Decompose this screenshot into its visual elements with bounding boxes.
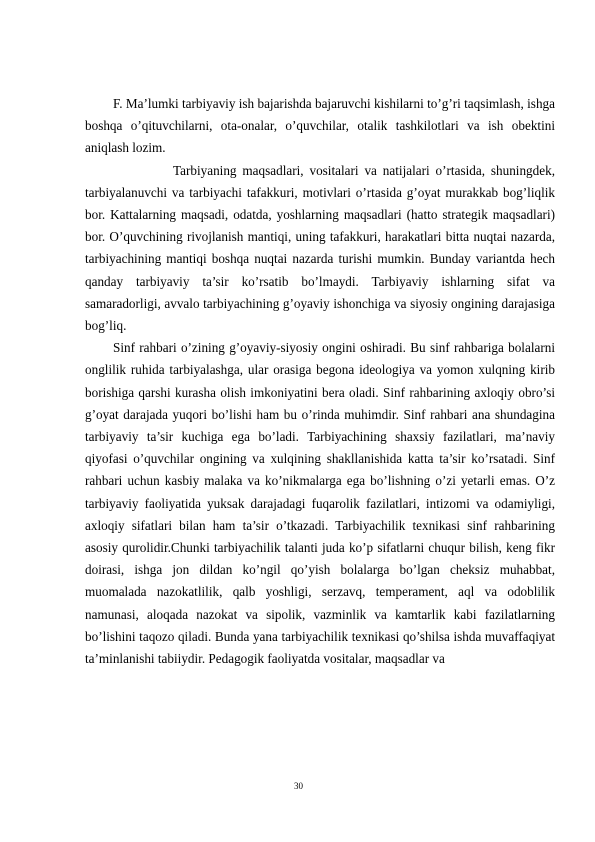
paragraph-2: Tarbiyaning maqsadlari, vositalari va natijalari o’rtasida, shuningdek, tarbiyalanuvchi va tarbiyachi tafakkuri, motivlari o’rtasida g’oyat murakkab bog’liqlik bor. Kattalarning maqsadi, odatda, yoshlarning maqsadlari (hatto strategik maqsadlari) bor. O’quvchining rivojlanish mantiqi, uning tafakkuri, harakatlari bitta nuqtai nazarda, tarbiyachining mantiqi boshqa nuqtai nazarda turishi mumkin. Bunday variantda hech qanday tarbiyaviy ta’sir ko’rsatib bo’lmaydi. Tarbiyaviy ishlarning sifat va samaradorligi, avvalo tarbiyachining g’oyaviy ishonchiga va siyosiy ongining darajasiga bog’liq. <box>85 162 555 334</box>
paragraph-3: Sinf rahbari o’zining g’oyaviy-siyosiy ongini oshiradi. Bu sinf rahbariga bolalarni onglilik ruhida tarbiyalashga, ular orasiga begona ideologiya va yomon xulqning kirib borishiga qarshi kurasha olish imkoniyatini bera oladi. Sinf rahbarining axloqiy obro’si g’oyat darajada yuqori bo’lishi ham bu o’rinda muhimdir. Sinf rahbari ana shundagina tarbiyaviy ta’sir kuchiga ega bo’ladi. Tarbiyachining shaxsiy fazilatlari, ma’naviy qiyofasi o’quvchilar ongining va xulqining shakllanishida katta ta’sir ko’rsatadi. Sinf rahbari uchun kasbiy malaka va ko’nikmalarga ega bo’lishning o’zi yetarli emas. O’z tarbiyaviy faoliyatida yuksak darajadagi fuqarolik fazilatlari, intizomi va odamiyligi, axloqiy sifatlari bilan ham ta’sir o’tkazadi. Tarbiyachilik texnikasi sinf rahbarining asosiy qurolidir.Chunki tarbiyachilik talanti juda ko’p sifatlarni chuqur bilish, keng fikr doirasi, ishga jon dildan ko’ngil qo’yish bolalarga bo’lgan cheksiz muhabbat, muomalada nazokatlilik, qalb yoshligi, serzavq, temperament, aql va odoblilik namunasi, aloqada nazokat va sipolik, vazminlik va kamtarlik kabi fazilatlarning bo’lishini taqozo qiladi. Bunda yana tarbiyachilik texnikasi qo’shilsa ishda muvaffaqiyat ta’minlanishi tabiiydir. Pedagogik faoliyatda vositalar, maqsadlar va <box>85 340 555 667</box>
document-body <box>85 93 555 670</box>
page-number: 30 <box>294 781 303 791</box>
paragraph-1: F. Ma’lumki tarbiyaviy ish bajarishda bajaruvchi kishilarni to’g’ri taqsimlash, ishga boshqa o’qituvchilarni, ota-onalar, o’quvchilar, otalik tashkilotlari va ish obektini aniqlash lozim. <box>85 96 555 156</box>
